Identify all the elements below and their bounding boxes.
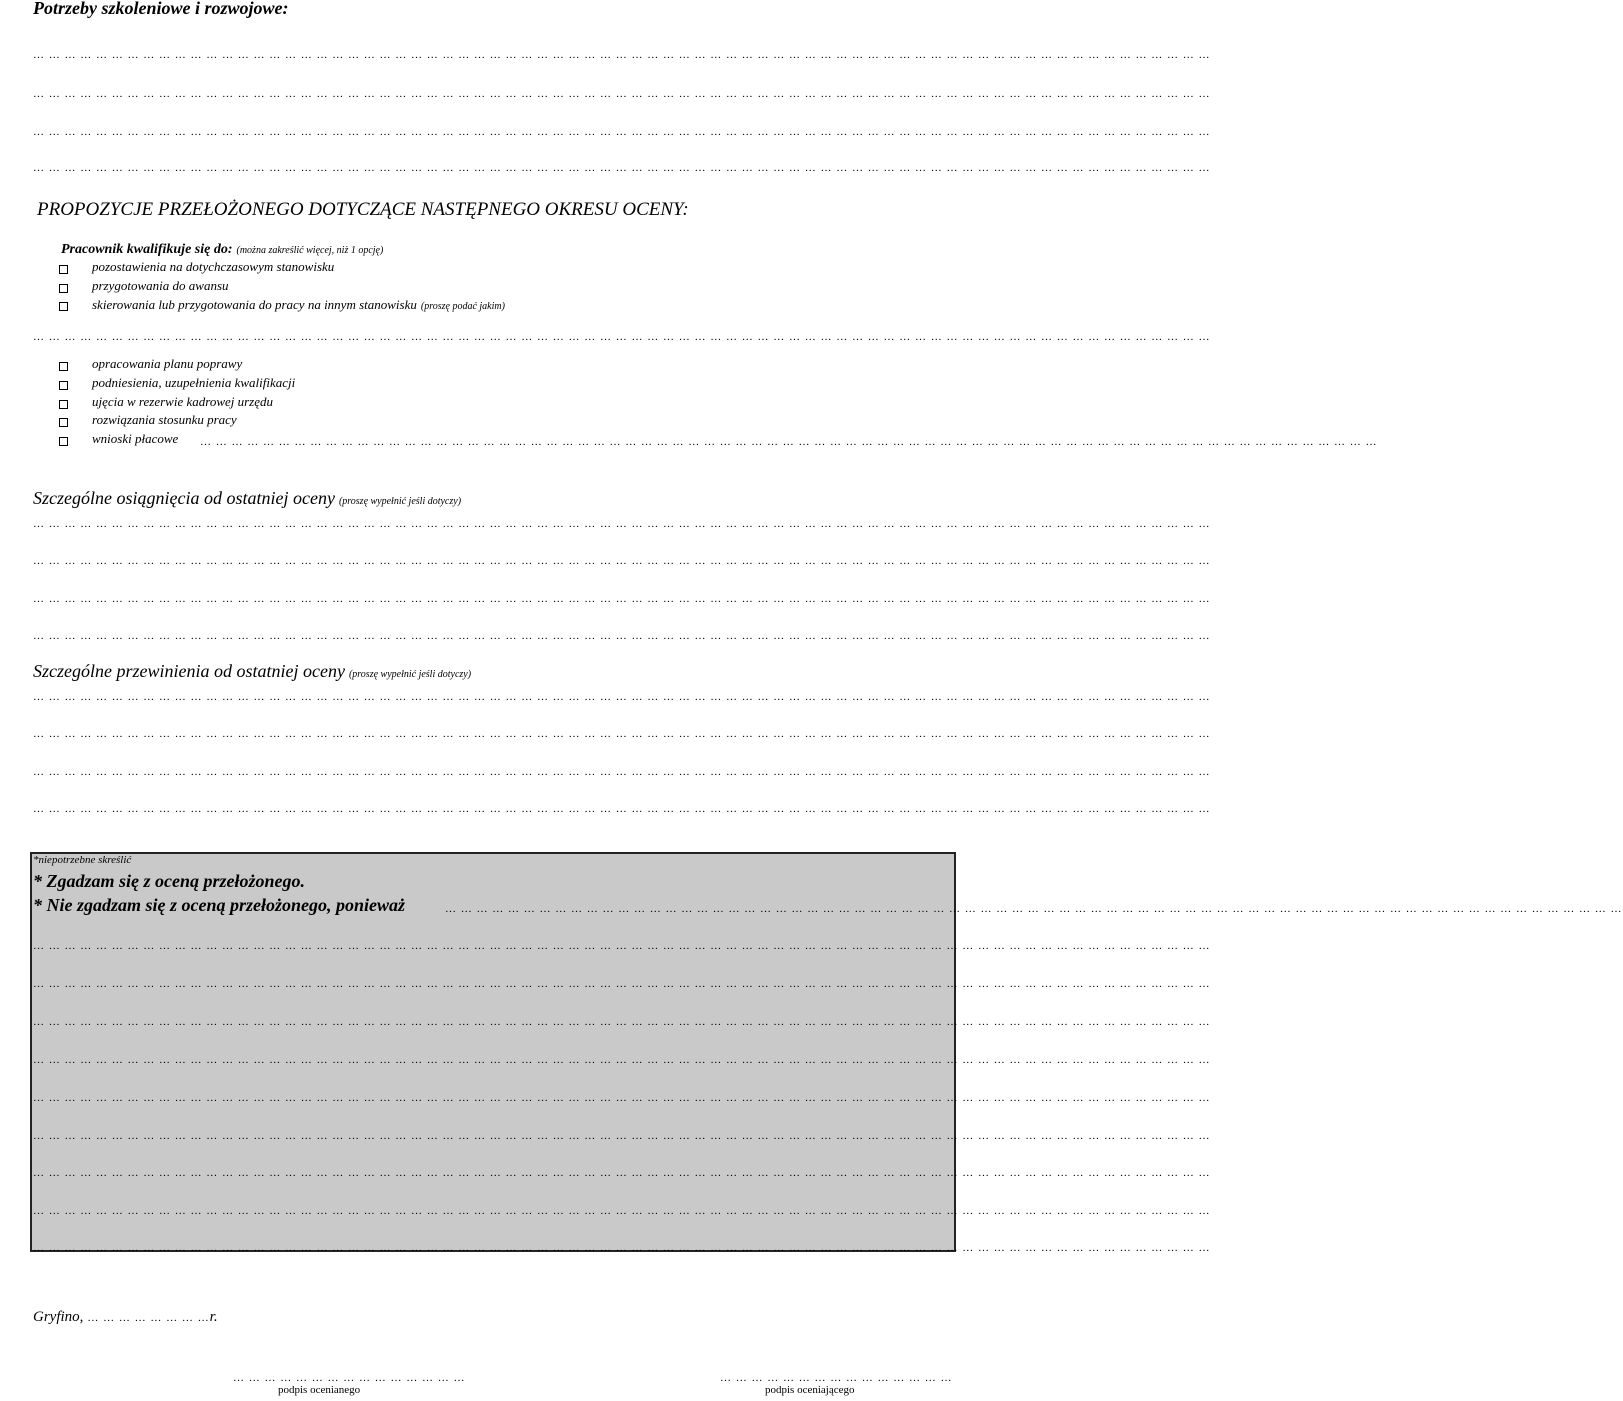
option-row <box>92 296 505 314</box>
dotted-line[interactable]: … … … … … … … … … … … … … … … … … … … … … … … … … … … … … … … … … … … … … … … … … … … … … … … … … … … … … … … … … … … … … … … … … … … … … … … … … … … <box>33 766 1211 778</box>
option-label: przygotowania do awansu <box>92 278 229 293</box>
agreement-hint: *niepotrzebne skreślić <box>33 854 132 866</box>
dotted-line[interactable]: … … … … … … … … … … … … … … … … … … … … … … … … … … … … … … … … … … … … … … … … … … … … … … … … … … … … … … … … … … … … … … … … … … … … … … … … … … … <box>445 903 1623 915</box>
achievements-title: Szczególne osiągnięcia od ostatniej oceny <box>33 488 335 508</box>
checkbox[interactable] <box>59 381 68 390</box>
offenses-row <box>33 661 471 682</box>
dotted-line[interactable]: … … … … … … … … … … … … … … … … … … … … … … … … … … … … … … … … … … … … … … … … … … … … … … … … … … … … … … … … … … … … … … … … … … … … … … … … … … … <box>33 940 1211 952</box>
agree-option[interactable]: * Zgadzam się z oceną przełożonego. <box>33 871 305 891</box>
option-label: ujęcia w rezerwie kadrowej urzędu <box>92 394 274 409</box>
qualifies-row <box>61 240 383 258</box>
date-suffix: r. <box>209 1309 218 1325</box>
checkbox[interactable] <box>59 400 68 409</box>
dotted-line[interactable]: … … … … … … … … … … … … … … … … … … … … … … … … … … … … … … … … … … … … … … … … … … … … … … … … … … … … … … … … … … … … … … … … … … … … … … … … … … … <box>33 49 1211 61</box>
place: Gryfino, <box>33 1309 84 1325</box>
dotted-line[interactable]: … … … … … … … … … … … … … … … … … … … … … … … … … … … … … … … … … … … … … … … … … … … … … … … … … … … … … … … … … … … … … … … … … … … … … … … … … … … <box>33 1205 1211 1217</box>
offenses-title: Szczególne przewinienia od ostatniej oceny <box>33 661 345 681</box>
dotted-line[interactable]: … … … … … … … … … … … … … … … … … … … … … … … … … … … … … … … … … … … … … … … … … … … … … … … … … … … … … … … … … … … … … … … … … … … … … … … … … … … <box>33 1092 1211 1104</box>
signature-supervisor-label: podpis oceniającego <box>765 1384 855 1396</box>
option-label: podniesienia, uzupełnienia kwalifikacji <box>92 375 296 390</box>
checkbox[interactable] <box>59 302 68 311</box>
dotted-line[interactable]: … … … … … … … … … … … … … … … … … … … … … … … … … … … … … … … … … … … … … … … … … … … … … … … … … … … … … … … … … … … … … … … … … … … … … … … … … … … <box>33 555 1211 567</box>
checkbox[interactable] <box>59 265 68 274</box>
dotted-line[interactable]: … … … … … … … … … … … … … … … … … … … … … … … … … … … … … … … … … … … … … … … … … … … … … … … … … … … … … … … … … … … … … … … … … … … … … … … … … … … <box>33 1016 1211 1028</box>
dotted-line[interactable]: … … … … … … … … … … … … … … … … … … … … … … … … … … … … … … … … … … … … … … … … … … … … … … … … … … … … … … … … … … … … … … … … … … … … … … … … … … … <box>33 728 1211 740</box>
training-needs-title: Potrzeby szkoleniowe i rozwojowe: <box>33 0 289 18</box>
qualifies-hint: (można zakreślić więcej, niż 1 opcję) <box>236 245 384 256</box>
option-hint: (proszę podać jakim) <box>420 301 505 312</box>
dotted-line[interactable]: … … … … … … … … … … … … … … … … … … … … … … … … … … … … … … … … … … … … … … … … … … … … … … … … … … … … … … … … … … … … … … … … … … … … … … … … … … … <box>33 593 1211 605</box>
dotted-line[interactable]: … … … … … … … … … … … … … … … … … … … … … … … … … … … … … … … … … … … … … … … … … … … … … … … … … … … … … … … … … … … … … … … … … … … … … … … … … … … <box>33 1130 1211 1142</box>
dotted-line[interactable]: … … … … … … … … … … … … … … … … … … … … … … … … … … … … … … … … … … … … … … … … … … … … … … … … … … … … … … … … … … … … … … … … … … … … … … … … … … … <box>33 803 1211 815</box>
achievements-hint: (proszę wypełnić jeśli dotyczy) <box>338 496 462 507</box>
dotted-line[interactable]: … … … … … … … … … … … … … … … … … … … … … … … … … … … … … … … … … … … … … … … … … … … … … … … … … … … … … … … … … … … … … … … … … … … … … … … … … … … <box>33 978 1211 990</box>
checkbox[interactable] <box>59 418 68 427</box>
proposals-title: PROPOZYCJE PRZEŁOŻONEGO DOTYCZĄCE NASTĘPNEGO OKRESU OCENY: <box>37 199 689 220</box>
qualifies-label: Pracownik kwalifikuje się do: <box>61 242 233 257</box>
dotted-line[interactable]: … … … … … … … … … … … … … … … … … … … … … … … … … … … … … … … … … … … … … … … … … … … … … … … … … … … … … … … … … … … … … … … … … … … … … … … … … … … <box>33 126 1211 138</box>
dotted-line[interactable]: … … … … … … … … … … … … … … … … … … … … … … … … … … … … … … … … … … … … … … … … … … … … … … … … … … … … … … … … … … … … … … … … … … … … … … … … … … … <box>200 436 1378 448</box>
achievements-row <box>33 488 461 509</box>
dotted-line[interactable]: … … … … … … … … … … … … … … … … … … … … … … … … … … … … … … … … … … … … … … … … … … … … … … … … … … … … … … … … … … … … … … … … … … … … … … … … … … … <box>33 331 1211 343</box>
option-label: skierowania lub przygotowania do pracy na innym stanowisku <box>92 297 417 312</box>
dotted-line[interactable]: … … … … … … … … … … … … … … … … … … … … … … … … … … … … … … … … … … … … … … … … … … … … … … … … … … … … … … … … … … … … … … … … … … … … … … … … … … … <box>33 518 1211 530</box>
option-label: wnioski płacowe <box>92 431 179 446</box>
dotted-line[interactable]: … … … … … … … … … … … … … … … … … … … … … … … … … … … … … … … … … … … … … … … … … … … … … … … … … … … … … … … … … … … … … … … … … … … … … … … … … … … <box>33 162 1211 174</box>
disagree-option[interactable]: * Nie zgadzam się z oceną przełożonego, ponieważ <box>33 895 406 915</box>
checkbox[interactable] <box>59 362 68 371</box>
signature-dots-supervisor[interactable]: … … … … … … … … … … … … … … … <box>720 1372 953 1384</box>
dotted-line[interactable]: … … … … … … … … … … … … … … … … … … … … … … … … … … … … … … … … … … … … … … … … … … … … … … … … … … … … … … … … … … … … … … … … … … … … … … … … … … … <box>33 1167 1211 1179</box>
option-label: pozostawienia na dotychczasowym stanowisku <box>92 259 335 274</box>
place-date-row <box>33 1308 218 1326</box>
dotted-line[interactable]: … … … … … … … … … … … … … … … … … … … … … … … … … … … … … … … … … … … … … … … … … … … … … … … … … … … … … … … … … … … … … … … … … … … … … … … … … … … <box>33 691 1211 703</box>
checkbox[interactable] <box>59 284 68 293</box>
date-dots[interactable]: … … … … … … … … <box>87 1312 210 1324</box>
dotted-line[interactable]: … … … … … … … … … … … … … … … … … … … … … … … … … … … … … … … … … … … … … … … … … … … … … … … … … … … … … … … … … … … … … … … … … … … … … … … … … … … <box>33 1242 1211 1254</box>
option-label: rozwiązania stosunku pracy <box>92 412 237 427</box>
signature-dots-employee[interactable]: … … … … … … … … … … … … … … … <box>233 1372 466 1384</box>
offenses-hint: (proszę wypełnić jeśli dotyczy) <box>348 669 472 680</box>
dotted-line[interactable]: … … … … … … … … … … … … … … … … … … … … … … … … … … … … … … … … … … … … … … … … … … … … … … … … … … … … … … … … … … … … … … … … … … … … … … … … … … … <box>33 88 1211 100</box>
signature-employee-label: podpis ocenianego <box>278 1384 361 1396</box>
checkbox[interactable] <box>59 437 68 446</box>
dotted-line[interactable]: … … … … … … … … … … … … … … … … … … … … … … … … … … … … … … … … … … … … … … … … … … … … … … … … … … … … … … … … … … … … … … … … … … … … … … … … … … … <box>33 630 1211 642</box>
option-label: opracowania planu poprawy <box>92 356 243 371</box>
dotted-line[interactable]: … … … … … … … … … … … … … … … … … … … … … … … … … … … … … … … … … … … … … … … … … … … … … … … … … … … … … … … … … … … … … … … … … … … … … … … … … … … <box>33 1054 1211 1066</box>
